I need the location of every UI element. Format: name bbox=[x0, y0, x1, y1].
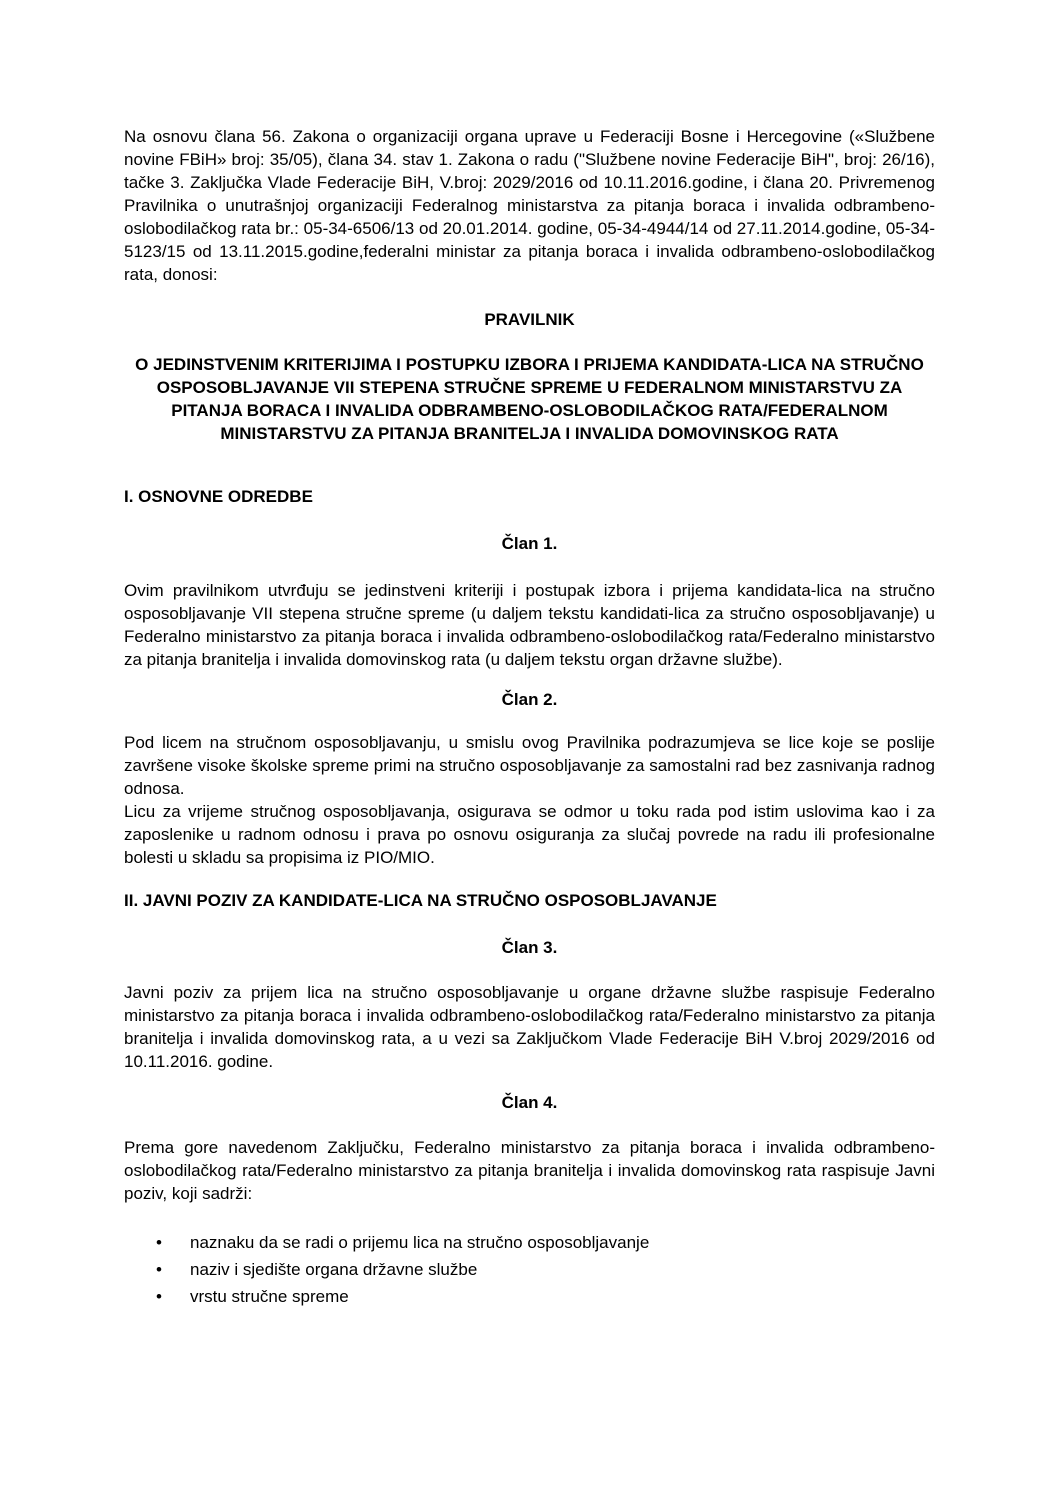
section-2-heading: II. JAVNI POZIV ZA KANDIDATE-LICA NA STRUČNO OSPOSOBLJAVANJE bbox=[124, 891, 717, 910]
article-4-heading: Član 4. bbox=[501, 1093, 558, 1112]
document-title: PRAVILNIK bbox=[484, 310, 575, 329]
article-2-heading: Član 2. bbox=[501, 690, 558, 709]
bullet-icon: • bbox=[156, 1260, 162, 1279]
article-4-bullet-list bbox=[124, 1231, 935, 1308]
section-1-heading: I. OSNOVNE ODREDBE bbox=[124, 487, 313, 506]
list-item bbox=[156, 1258, 935, 1281]
bullet-icon: • bbox=[156, 1287, 162, 1306]
document-subtitle: O JEDINSTVENIM KRITERIJIMA I POSTUPKU IZBORA I PRIJEMA KANDIDATA-LICA NA STRUČNO OSPOSOBLJAVANJE VII STEPENA STRUČNE SPREME U FEDERALNOM MINISTARSTVU ZA PITANJA BORACA I INVALIDA ODBRAMBENO-OSLOBODILAČKOG RATA/FEDERALNOM MINISTARSTVU ZA PITANJA BRANITELJA I INVALIDA DOMOVINSKOG RATA bbox=[135, 355, 924, 443]
list-item-text: naznaku da se radi o prijemu lica na stručno osposobljavanje bbox=[190, 1233, 650, 1252]
list-item bbox=[156, 1231, 935, 1254]
article-1-body: Ovim pravilnikom utvrđuju se jedinstveni kriteriji i postupak izbora i prijema kandidata-lica na stručno osposobljavanje VII stepena stručne spreme (u daljem tekstu kandidati-lica za stručno osposobljavanje) u Federalno ministarstvo za pitanja boraca i invalida odbrambeno-oslobodilačkog rata/Federalno ministarstvo za pitanja branitelja i invalida domovinskog rata (u daljem tekstu organ državne službe). bbox=[124, 581, 935, 669]
list-item bbox=[156, 1285, 935, 1308]
article-2-paragraph-2: Licu za vrijeme stručnog osposobljavanja, osigurava se odmor u toku rada pod istim uslovima kao i za zaposlenike u radnom odnosu i prava po osnovu osiguranja za slučaj povrede na radu ili profesionalne bolesti u skladu sa propisima iz PIO/MIO. bbox=[124, 802, 935, 867]
article-4-body: Prema gore navedenom Zaključku, Federalno ministarstvo za pitanja boraca i invalida odbrambeno- oslobodilačkog rata/Federalno ministarstvo za pitanja branitelja i invalida domovinskog rata raspisuje Javni poziv, koji sadrži: bbox=[124, 1138, 935, 1203]
list-item-text: vrstu stručne spreme bbox=[190, 1287, 349, 1306]
intro-paragraph: Na osnovu člana 56. Zakona o organizaciji organa uprave u Federaciji Bosne i Hercegovine («Službene novine FBiH» broj: 35/05), člana 34. stav 1. Zakona o radu ("Službene novine Federacije BiH", broj: 26/16), tačke 3. Zaključka Vlade Federacije BiH, V.broj: 2029/2016 od 10.11.2016.godine, i člana 20. Privremenog Pravilnika o unutrašnjoj organizaciji Federalnog ministarstva za pitanja boraca i invalida odbrambeno-oslobodilačkog rata br.: 05-34-6506/13 od 20.01.2014. godine, 05-34-4944/14 od 27.11.2014.godine, 05-34-5123/15 od 13.11.2015.godine,federalni ministar za pitanja boraca i invalida odbrambeno-oslobodilačkog rata, donosi: bbox=[124, 127, 935, 284]
article-3-body: Javni poziv za prijem lica na stručno osposobljavanje u organe državne službe raspisuje Federalno ministarstvo za pitanja boraca i invalida odbrambeno-oslobodilačkog rata/Federalno ministarstvo za pitanja branitelja i invalida domovinskog rata, a u vezi sa Zaključkom Vlade Federacije BiH V.broj 2029/2016 od 10.11.2016. godine. bbox=[124, 983, 935, 1071]
article-1-heading: Član 1. bbox=[501, 534, 558, 553]
article-3-heading: Član 3. bbox=[501, 938, 558, 957]
bullet-icon: • bbox=[156, 1233, 162, 1252]
list-item-text: naziv i sjedište organa državne službe bbox=[190, 1260, 478, 1279]
article-2-paragraph-1: Pod licem na stručnom osposobljavanju, u smislu ovog Pravilnika podrazumjeva se lice koje se poslije završene visoke školske spreme primi na stručno osposobljavanje za samostalni rad bez zasnivanja radnog odnosa. bbox=[124, 733, 935, 798]
